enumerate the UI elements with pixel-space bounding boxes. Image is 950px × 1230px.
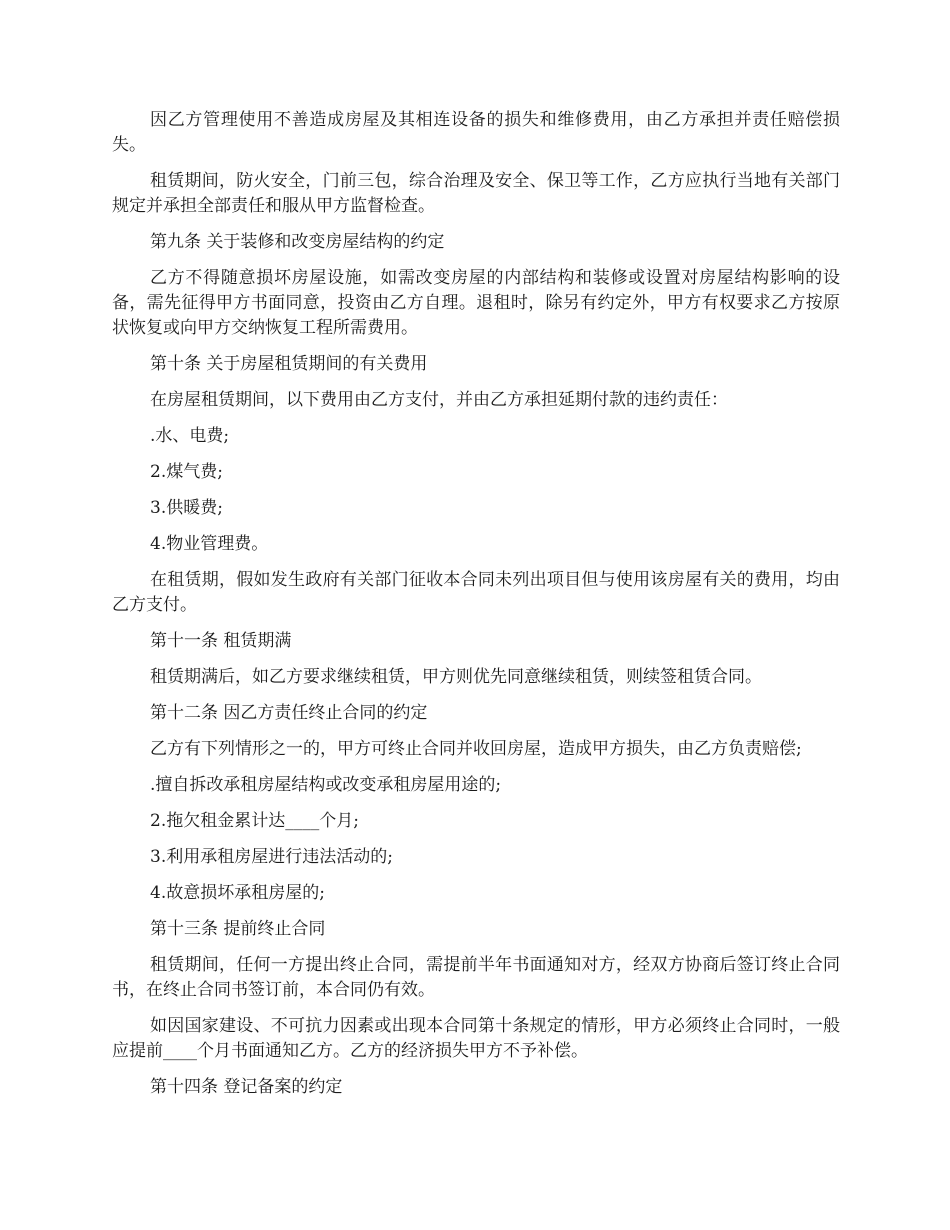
paragraph: 租赁期间，任何一方提出终止合同，需提前半年书面通知对方，经双方协商后签订终止合同书，在终止合同书签订前，本合同仍有效。: [112, 955, 840, 1000]
paragraph: 乙方有下列情形之一的，甲方可终止合同并收回房屋，造成甲方损失，由乙方负责赔偿;: [150, 739, 802, 759]
section-heading: 第十四条 登记备案的约定: [150, 1077, 343, 1097]
section-heading: 第十三条 提前终止合同: [150, 919, 326, 939]
section-heading: 第九条 关于装修和改变房屋结构的约定: [150, 232, 445, 252]
document-body: [112, 108, 840, 1111]
list-item: 2.拖欠租金累计达____个月;: [150, 811, 359, 831]
list-item: 3.供暖费;: [150, 498, 223, 518]
paragraph: 在租赁期，假如发生政府有关部门征收本合同未列出项目但与使用该房屋有关的费用，均由乙方支付。: [112, 570, 840, 615]
paragraph: 如因国家建设、不可抗力因素或出现本合同第十条规定的情形，甲方必须终止合同时，一般应提前____个月书面通知乙方。乙方的经济损失甲方不予补偿。: [112, 1016, 840, 1061]
list-item: 3.利用承租房屋进行违法活动的;: [150, 847, 393, 867]
paragraph: 因乙方管理使用不善造成房屋及其相连设备的损失和维修费用，由乙方承担并责任赔偿损失。: [112, 110, 840, 155]
section-heading: 第十条 关于房屋租赁期间的有关费用: [150, 354, 428, 374]
list-item: 4.物业管理费。: [150, 534, 269, 554]
paragraph: 租赁期满后，如乙方要求继续租赁，甲方则优先同意继续租赁，则续签租赁合同。: [150, 667, 762, 687]
list-item: 4.故意损坏承租房屋的;: [150, 883, 325, 903]
paragraph: 租赁期间，防火安全，门前三包，综合治理及安全、保卫等工作，乙方应执行当地有关部门规定并承担全部责任和服从甲方监督检查。: [112, 171, 840, 216]
section-heading: 第十二条 因乙方责任终止合同的约定: [150, 703, 428, 723]
paragraph: 乙方不得随意损坏房屋设施，如需改变房屋的内部结构和装修或设置对房屋结构影响的设备，需先征得甲方书面同意，投资由乙方自理。退租时，除另有约定外，甲方有权要求乙方按原状恢复或向甲方交纳恢复工程所需费用。: [112, 268, 840, 338]
list-item: .水、电费;: [150, 426, 230, 446]
section-heading: 第十一条 租赁期满: [150, 631, 292, 651]
list-item: 2.煤气费;: [150, 462, 223, 482]
list-item: .擅自拆改承租房屋结构或改变承租房屋用途的;: [150, 775, 502, 795]
paragraph: 在房屋租赁期间，以下费用由乙方支付，并由乙方承担延期付款的违约责任：: [150, 390, 728, 410]
